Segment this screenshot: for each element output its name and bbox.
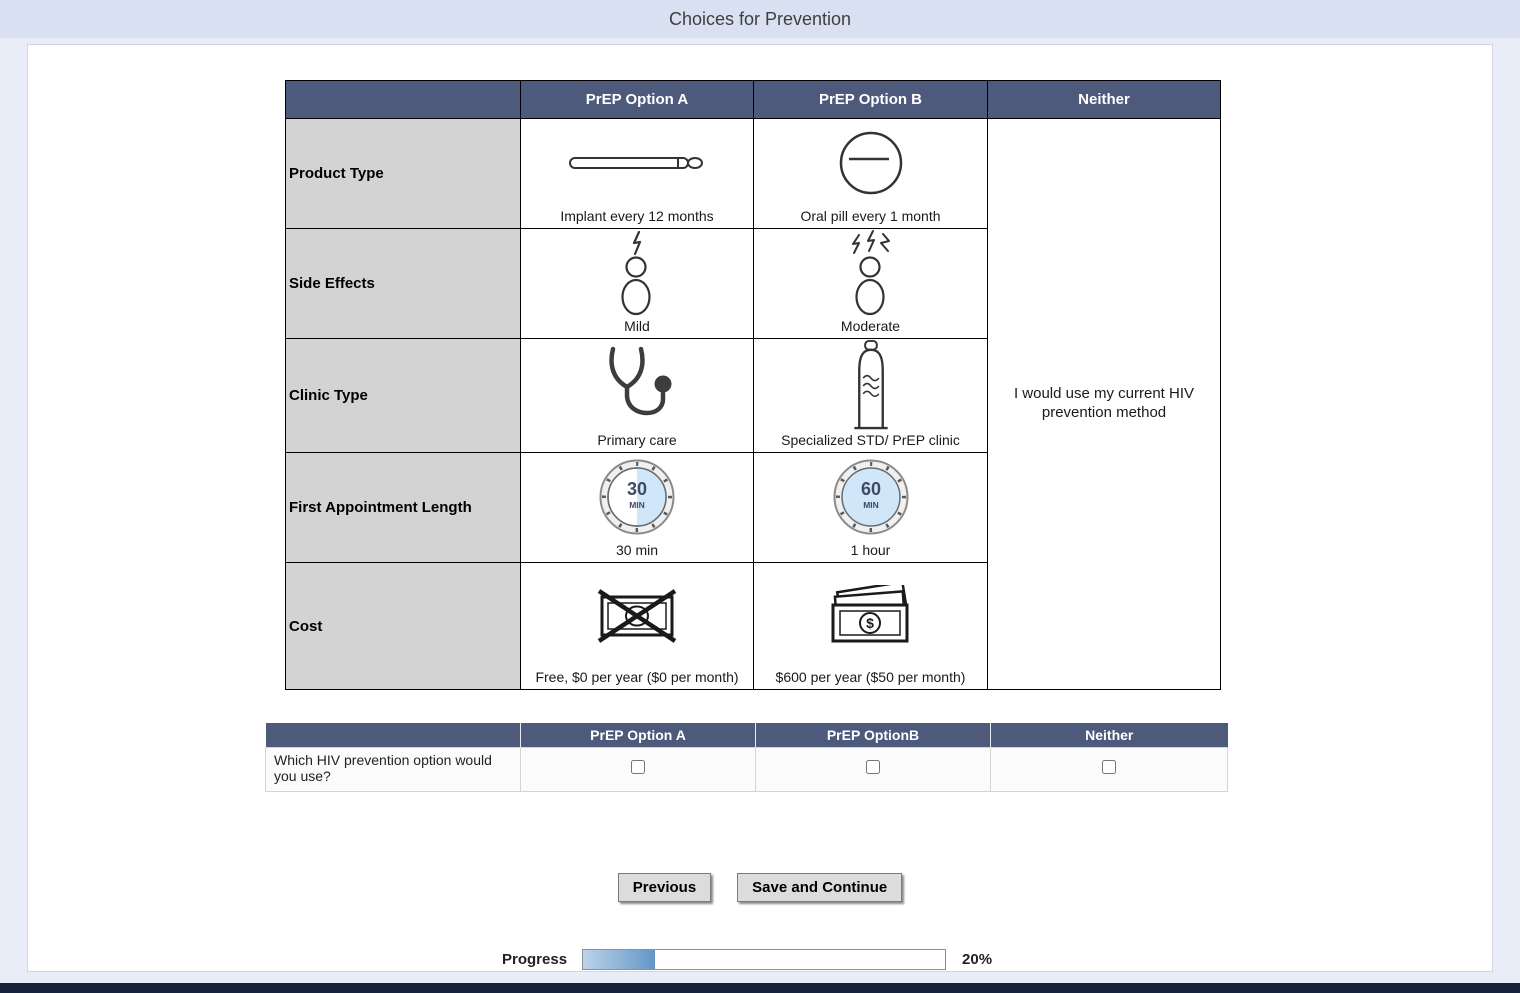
q-header-neither: Neither — [991, 723, 1228, 747]
question-table-header-row — [266, 723, 1228, 747]
header-blank — [286, 81, 521, 119]
save-and-continue-button[interactable]: Save and Continue — [737, 873, 902, 902]
clock-30-icon — [598, 453, 676, 541]
row-label-appointment-length: First Appointment Length — [286, 453, 521, 563]
caption-cost-a: Free, $0 per year ($0 per month) — [535, 669, 739, 686]
cell-appointment-b — [754, 453, 988, 563]
option-a-checkbox[interactable] — [631, 760, 645, 774]
caption-clinic-a: Primary care — [597, 432, 677, 449]
caption-side-effects-b: Moderate — [840, 318, 901, 334]
cell-appointment-a — [521, 453, 754, 563]
caption-clinic-b: Specialized STD/ PrEP clinic — [781, 432, 960, 449]
money-stack-icon — [823, 563, 919, 668]
q-header-blank — [266, 723, 521, 747]
cell-answer-option-a — [521, 747, 756, 791]
row-label-product-type: Product Type — [286, 119, 521, 229]
q-header-option-a: PrEP Option A — [521, 723, 756, 747]
caption-cost-b: $600 per year ($50 per month) — [775, 669, 966, 686]
question-text: Which HIV prevention option would you use? — [266, 747, 521, 791]
neither-cell — [988, 119, 1221, 690]
cell-cost-b — [754, 563, 988, 690]
top-title-bar — [0, 0, 1520, 38]
question-table — [265, 723, 1228, 792]
cell-side-effects-b — [754, 229, 988, 339]
clock-60-icon — [832, 453, 910, 541]
svg-text:$: $ — [865, 614, 874, 631]
choice-table-header-row — [286, 81, 1221, 119]
row-label-side-effects: Side Effects — [286, 229, 521, 339]
caption-appointment-b: 1 hour — [850, 542, 891, 559]
q-header-option-b: PrEP OptionB — [756, 723, 991, 747]
neither-checkbox[interactable] — [1102, 760, 1116, 774]
cell-answer-neither — [991, 747, 1228, 791]
cell-answer-option-b — [756, 747, 991, 791]
header-option-a: PrEP Option A — [521, 81, 754, 119]
svg-text:MIN: MIN — [629, 500, 645, 511]
svg-text:MIN: MIN — [862, 500, 879, 511]
page-title: Choices for Prevention — [668, 8, 852, 29]
row-label-cost: Cost — [286, 563, 521, 690]
action-buttons-row — [28, 873, 1492, 902]
progress-bar — [582, 949, 946, 970]
content-panel — [27, 44, 1493, 972]
caption-product-b: Oral pill every 1 month — [800, 207, 941, 224]
pill-icon — [837, 119, 905, 207]
neither-text: I would use my current HIV prevention method — [1013, 385, 1195, 422]
caption-product-a: Implant every 12 months — [560, 207, 714, 224]
person-three-bolts-icon — [839, 229, 903, 317]
cell-cost-a — [521, 563, 754, 690]
cell-clinic-type-b — [754, 339, 988, 453]
person-one-bolt-icon — [605, 229, 669, 317]
cell-clinic-type-a — [521, 339, 754, 453]
header-option-b: PrEP Option B — [754, 81, 988, 119]
implant-icon — [568, 119, 706, 207]
cell-side-effects-a — [521, 229, 754, 339]
bottom-bar — [0, 983, 1520, 993]
progress-percent: 20% — [962, 950, 993, 968]
caption-side-effects-a: Mild — [624, 318, 650, 334]
progress-section — [502, 949, 1492, 970]
progress-fill — [583, 950, 655, 969]
cell-product-type-a — [521, 119, 754, 229]
question-row — [266, 747, 1228, 791]
choice-comparison-table — [285, 80, 1221, 690]
stethoscope-icon — [595, 339, 679, 431]
option-b-checkbox[interactable] — [866, 760, 880, 774]
header-neither: Neither — [988, 81, 1221, 119]
previous-button[interactable]: Previous — [618, 873, 711, 902]
row-label-clinic-type: Clinic Type — [286, 339, 521, 453]
cell-product-type-b — [754, 119, 988, 229]
condom-icon — [848, 339, 894, 431]
svg-text:30: 30 — [626, 479, 648, 500]
caption-appointment-a: 30 min — [615, 542, 659, 559]
row-product-type — [286, 119, 1221, 229]
svg-text:60: 60 — [860, 479, 881, 500]
progress-label: Progress — [502, 950, 568, 968]
money-crossed-icon — [594, 563, 680, 668]
